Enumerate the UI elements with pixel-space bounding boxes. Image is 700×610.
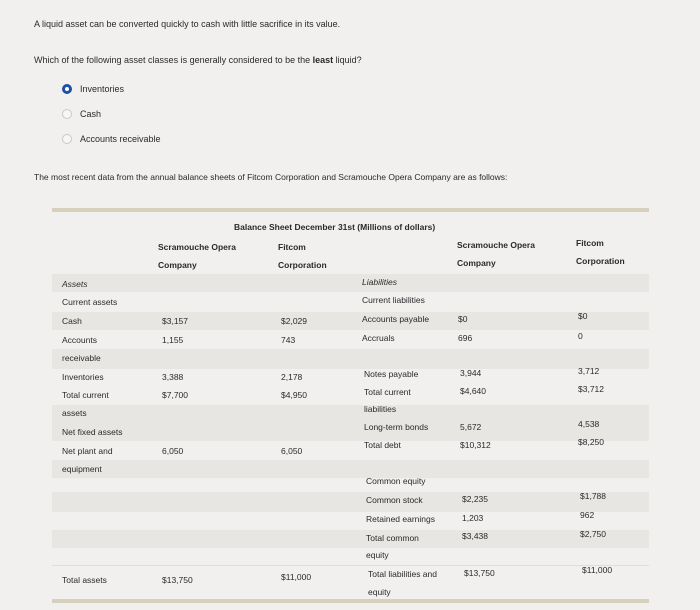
ar-label-2: receivable: [62, 353, 101, 363]
tcl-label: Total current: [364, 387, 411, 397]
accruals-label: Accruals: [362, 333, 395, 343]
accruals-scramouche: 696: [458, 333, 473, 343]
header-right-fitcom-2: Corporation: [576, 256, 625, 266]
radio-icon[interactable]: [62, 109, 72, 119]
table-top-rule: [52, 208, 649, 212]
tcl-scramouche: $4,640: [460, 386, 486, 396]
option-cash[interactable]: [62, 109, 101, 119]
row-divider: [52, 565, 649, 566]
ap-fitcom: $0: [578, 311, 588, 321]
intro-text: A liquid asset can be converted quickly to cash with little sacrifice in its value.: [34, 19, 341, 29]
tce-label: Total common: [366, 533, 419, 543]
npe-label: Net plant and: [62, 446, 113, 456]
row-stripe: [52, 274, 649, 292]
ltb-fitcom: 4,538: [578, 419, 600, 429]
header-right-fitcom: Fitcom: [576, 238, 604, 248]
notes-payable-label: Notes payable: [364, 369, 419, 379]
inventories-fitcom: 2,178: [281, 372, 303, 382]
total-debt-fitcom: $8,250: [578, 437, 604, 447]
assets-heading: Assets: [62, 279, 88, 289]
total-assets-scramouche: $13,750: [162, 575, 193, 585]
common-stock-fitcom: $1,788: [580, 491, 606, 501]
common-stock-scramouche: $2,235: [462, 494, 488, 504]
row-stripe: [52, 460, 649, 478]
tcl-fitcom: $3,712: [578, 384, 604, 394]
table-title: Balance Sheet December 31st (Millions of dollars): [234, 222, 436, 232]
header-left-fitcom: Fitcom: [278, 242, 306, 252]
tle-scramouche: $13,750: [464, 568, 495, 578]
current-liabilities-label: Current liabilities: [362, 295, 425, 305]
tce-scramouche: $3,438: [462, 531, 488, 541]
header-right-scramouche: Scramouche Opera: [457, 240, 535, 250]
ar-scramouche: 1,155: [162, 335, 184, 345]
tca-fitcom: $4,950: [281, 390, 307, 400]
tle-label: Total liabilities and: [368, 569, 437, 579]
retained-earnings-scramouche: 1,203: [462, 513, 484, 523]
retained-earnings-fitcom: 962: [580, 510, 595, 520]
option-inventories[interactable]: [62, 84, 124, 94]
npe-scramouche: 6,050: [162, 446, 184, 456]
option-label: Inventories: [80, 84, 125, 94]
option-label: Accounts receivable: [80, 134, 161, 144]
tca-label: Total current: [62, 390, 109, 400]
data-intro-text: The most recent data from the annual balance sheets of Fitcom Corporation and Scramouche Opera Company are as follows:: [34, 172, 508, 182]
ar-fitcom: 743: [281, 335, 296, 345]
liabilities-heading: Liabilities: [362, 277, 397, 287]
row-stripe: [52, 423, 649, 441]
accruals-fitcom: 0: [578, 331, 583, 341]
header-right-scramouche-2: Company: [457, 258, 496, 268]
row-stripe: [52, 349, 649, 369]
tcl-label-2: liabilities: [364, 404, 397, 414]
notes-payable-fitcom: 3,712: [578, 366, 600, 376]
inventories-label: Inventories: [62, 372, 104, 382]
total-debt-label: Total debt: [364, 440, 401, 450]
header-left-fitcom-2: Corporation: [278, 260, 327, 270]
common-stock-label: Common stock: [366, 495, 423, 505]
header-left-scramouche: Scramouche Opera: [158, 242, 236, 252]
cash-label: Cash: [62, 316, 82, 326]
tca-scramouche: $7,700: [162, 390, 188, 400]
radio-selected-icon[interactable]: [62, 84, 72, 94]
option-accounts-receivable[interactable]: [62, 134, 161, 144]
row-stripe: [52, 312, 649, 330]
npe-fitcom: 6,050: [281, 446, 303, 456]
retained-earnings-label: Retained earnings: [366, 514, 435, 524]
tle-label-2: equity: [368, 587, 391, 597]
ap-scramouche: $0: [458, 314, 468, 324]
tce-fitcom: $2,750: [580, 529, 606, 539]
tle-fitcom: $11,000: [582, 565, 613, 575]
radio-icon[interactable]: [62, 134, 72, 144]
option-label: Cash: [80, 109, 102, 119]
header-left-scramouche-2: Company: [158, 260, 197, 270]
ltb-scramouche: 5,672: [460, 422, 482, 432]
total-debt-scramouche: $10,312: [460, 440, 491, 450]
row-stripe: [52, 530, 649, 548]
total-assets-fitcom: $11,000: [281, 572, 312, 582]
current-assets-label: Current assets: [62, 297, 118, 307]
question-text: Which of the following asset classes is generally considered to be the least liquid?: [34, 55, 362, 65]
ar-label: Accounts: [62, 335, 97, 345]
table-bottom-rule: [52, 599, 649, 603]
ltb-label: Long-term bonds: [364, 422, 429, 432]
ap-label: Accounts payable: [362, 314, 430, 324]
tce-label-2: equity: [366, 550, 389, 560]
inventories-scramouche: 3,388: [162, 372, 184, 382]
row-stripe: [52, 405, 649, 423]
row-stripe: [52, 492, 649, 512]
tca-label-2: assets: [62, 408, 87, 418]
notes-payable-scramouche: 3,944: [460, 368, 482, 378]
nfa-label: Net fixed assets: [62, 427, 123, 437]
cash-fitcom: $2,029: [281, 316, 307, 326]
common-equity-label: Common equity: [366, 476, 426, 486]
cash-scramouche: $3,157: [162, 316, 188, 326]
npe-label-2: equipment: [62, 464, 102, 474]
total-assets-label: Total assets: [62, 575, 107, 585]
